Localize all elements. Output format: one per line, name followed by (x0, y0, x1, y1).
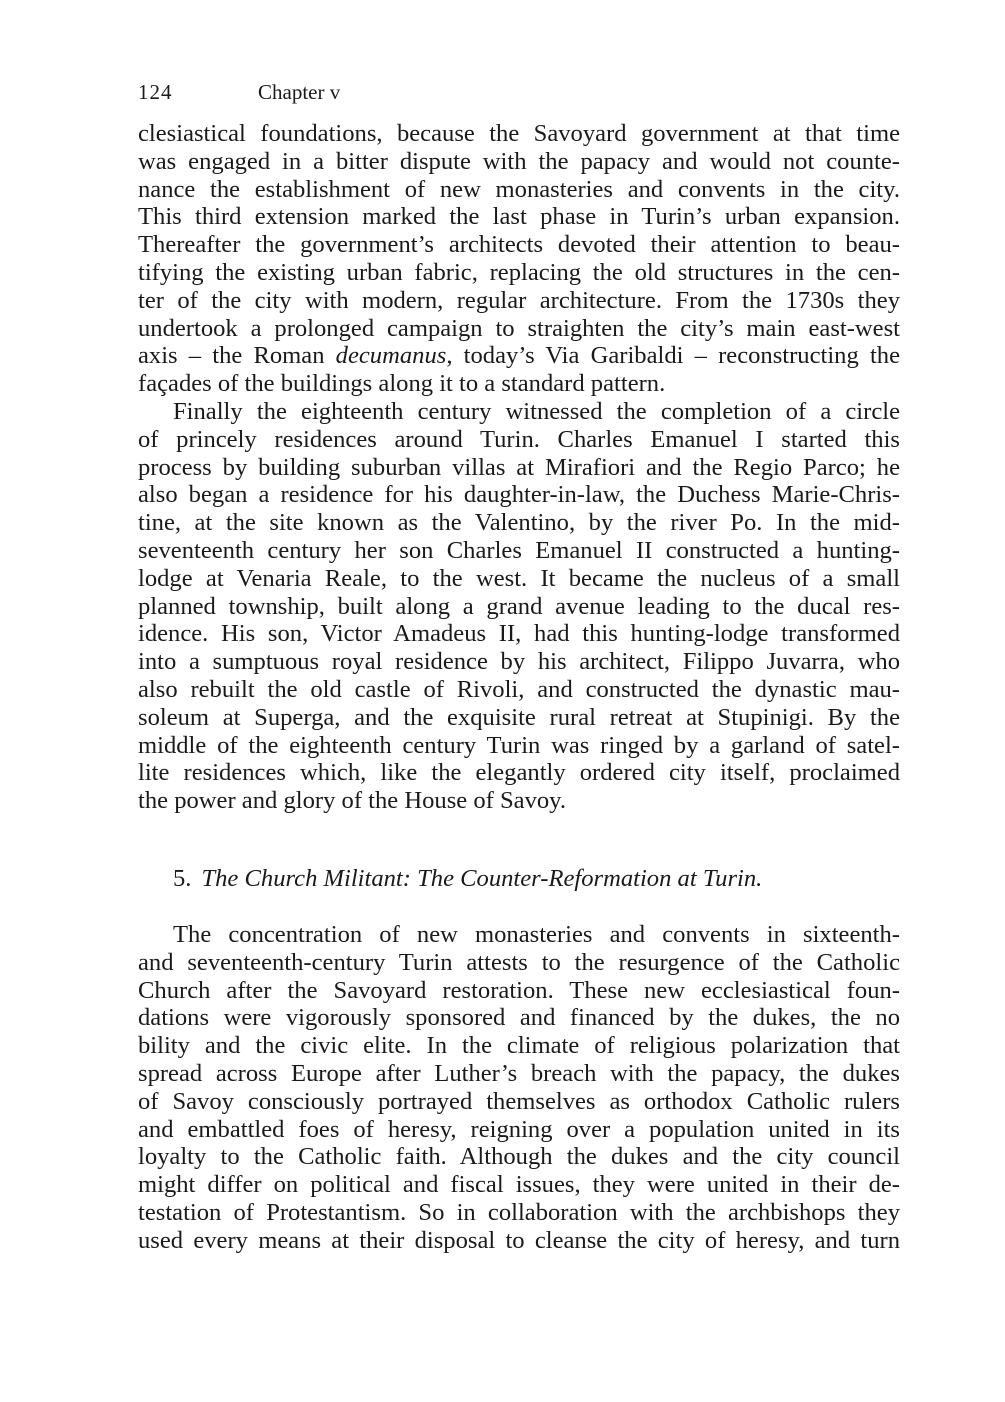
text-line: Finally the eighteenth century witnessed the completion of a circle (173, 397, 900, 425)
text-line: planned township, built along a grand avenue leading to the ducal res- (138, 592, 900, 620)
italic-term: decumanus (335, 342, 447, 370)
text-line: into a sumptuous royal residence by his architect, Filippo Juvarra, who (138, 648, 900, 676)
text-line: façades of the buildings along it to a standard pattern. (138, 370, 666, 398)
text-line: of Savoy consciously portrayed themselves as orthodox Catholic rulers (138, 1087, 900, 1115)
text-line: undertook a prolonged campaign to straighten the city’s main east-west (138, 314, 900, 342)
text-line: also rebuilt the old castle of Rivoli, and constructed the dynastic mau- (138, 675, 900, 703)
text-line: tifying the existing urban fabric, replacing the old structures in the cen- (138, 258, 900, 286)
paragraph-2 (138, 398, 900, 815)
text-line: testation of Protestantism. So in collaboration with the archbishops they (138, 1198, 900, 1226)
text-line: the power and glory of the House of Savoy. (138, 787, 567, 815)
text-line: seventeenth century her son Charles Emanuel II constructed a hunting- (138, 536, 900, 564)
text-line: clesiastical foundations, because the Savoyard government at that time (138, 120, 900, 147)
text-line: idence. His son, Victor Amadeus II, had this hunting-lodge transformed (138, 620, 900, 648)
text-span: , today’s Via Garibaldi – reconstructing the (446, 342, 900, 370)
text-line: Thereafter the government’s architects devoted their attention to beau- (138, 231, 900, 259)
text-line: lodge at Venaria Reale, to the west. It became the nucleus of a small (138, 564, 900, 592)
text-line: The concentration of new monasteries and convents in sixteenth- (173, 920, 900, 948)
text-line: and seventeenth-century Turin attests to the resurgence of the Catholic (138, 948, 900, 976)
running-head (138, 78, 900, 106)
text-line: nance the establishment of new monasteries and convents in the city. (138, 175, 900, 203)
text-line: also began a residence for his daughter-in-law, the Duchess Marie-Chris- (138, 481, 900, 509)
text-span: axis – the Roman (138, 342, 336, 370)
text-line: and embattled foes of heresy, reigning over a population united in its (138, 1115, 900, 1143)
text-line: was engaged in a bitter dispute with the papacy and would not counte- (138, 147, 900, 175)
text-line: used every means at their disposal to cleanse the city of heresy, and turn (138, 1226, 900, 1254)
paragraph-1 (138, 120, 900, 398)
section-heading (138, 865, 900, 893)
section-title: The Church Militant: The Counter-Reformation at Turin. (201, 864, 763, 892)
text-line: middle of the eighteenth century Turin was ringed by a garland of satel- (138, 731, 900, 759)
chapter-label: Chapter v (258, 80, 341, 104)
text-line: soleum at Superga, and the exquisite rural retreat at Stupinigi. By the (138, 703, 900, 731)
text-line: bility and the civic elite. In the climate of religious polarization that (138, 1032, 900, 1060)
page-number: 124 (138, 80, 173, 104)
section-number: 5. (173, 864, 192, 892)
text-line: of princely residences around Turin. Charles Emanuel I started this (138, 425, 900, 453)
paragraph-3 (138, 921, 900, 1255)
text-line: lite residences which, like the elegantly ordered city itself, proclaimed (138, 759, 900, 787)
text-line: loyalty to the Catholic faith. Although the dukes and the city council (138, 1143, 900, 1171)
text-line: process by building suburban villas at Mirafiori and the Regio Parco; he (138, 453, 900, 481)
text-line: tine, at the site known as the Valentino, by the river Po. In the mid- (138, 509, 900, 537)
text-line: ter of the city with modern, regular architecture. From the 1730s they (138, 286, 900, 314)
book-page (138, 78, 900, 1254)
text-line (138, 342, 900, 370)
text-line: might differ on political and fiscal issues, they were united in their de- (138, 1171, 900, 1199)
text-line: dations were vigorously sponsored and financed by the dukes, the no (138, 1004, 900, 1032)
text-line: This third extension marked the last phase in Turin’s urban expansion. (138, 203, 900, 231)
text-line: Church after the Savoyard restoration. These new ecclesiastical foun- (138, 976, 900, 1004)
text-line: spread across Europe after Luther’s breach with the papacy, the dukes (138, 1059, 900, 1087)
